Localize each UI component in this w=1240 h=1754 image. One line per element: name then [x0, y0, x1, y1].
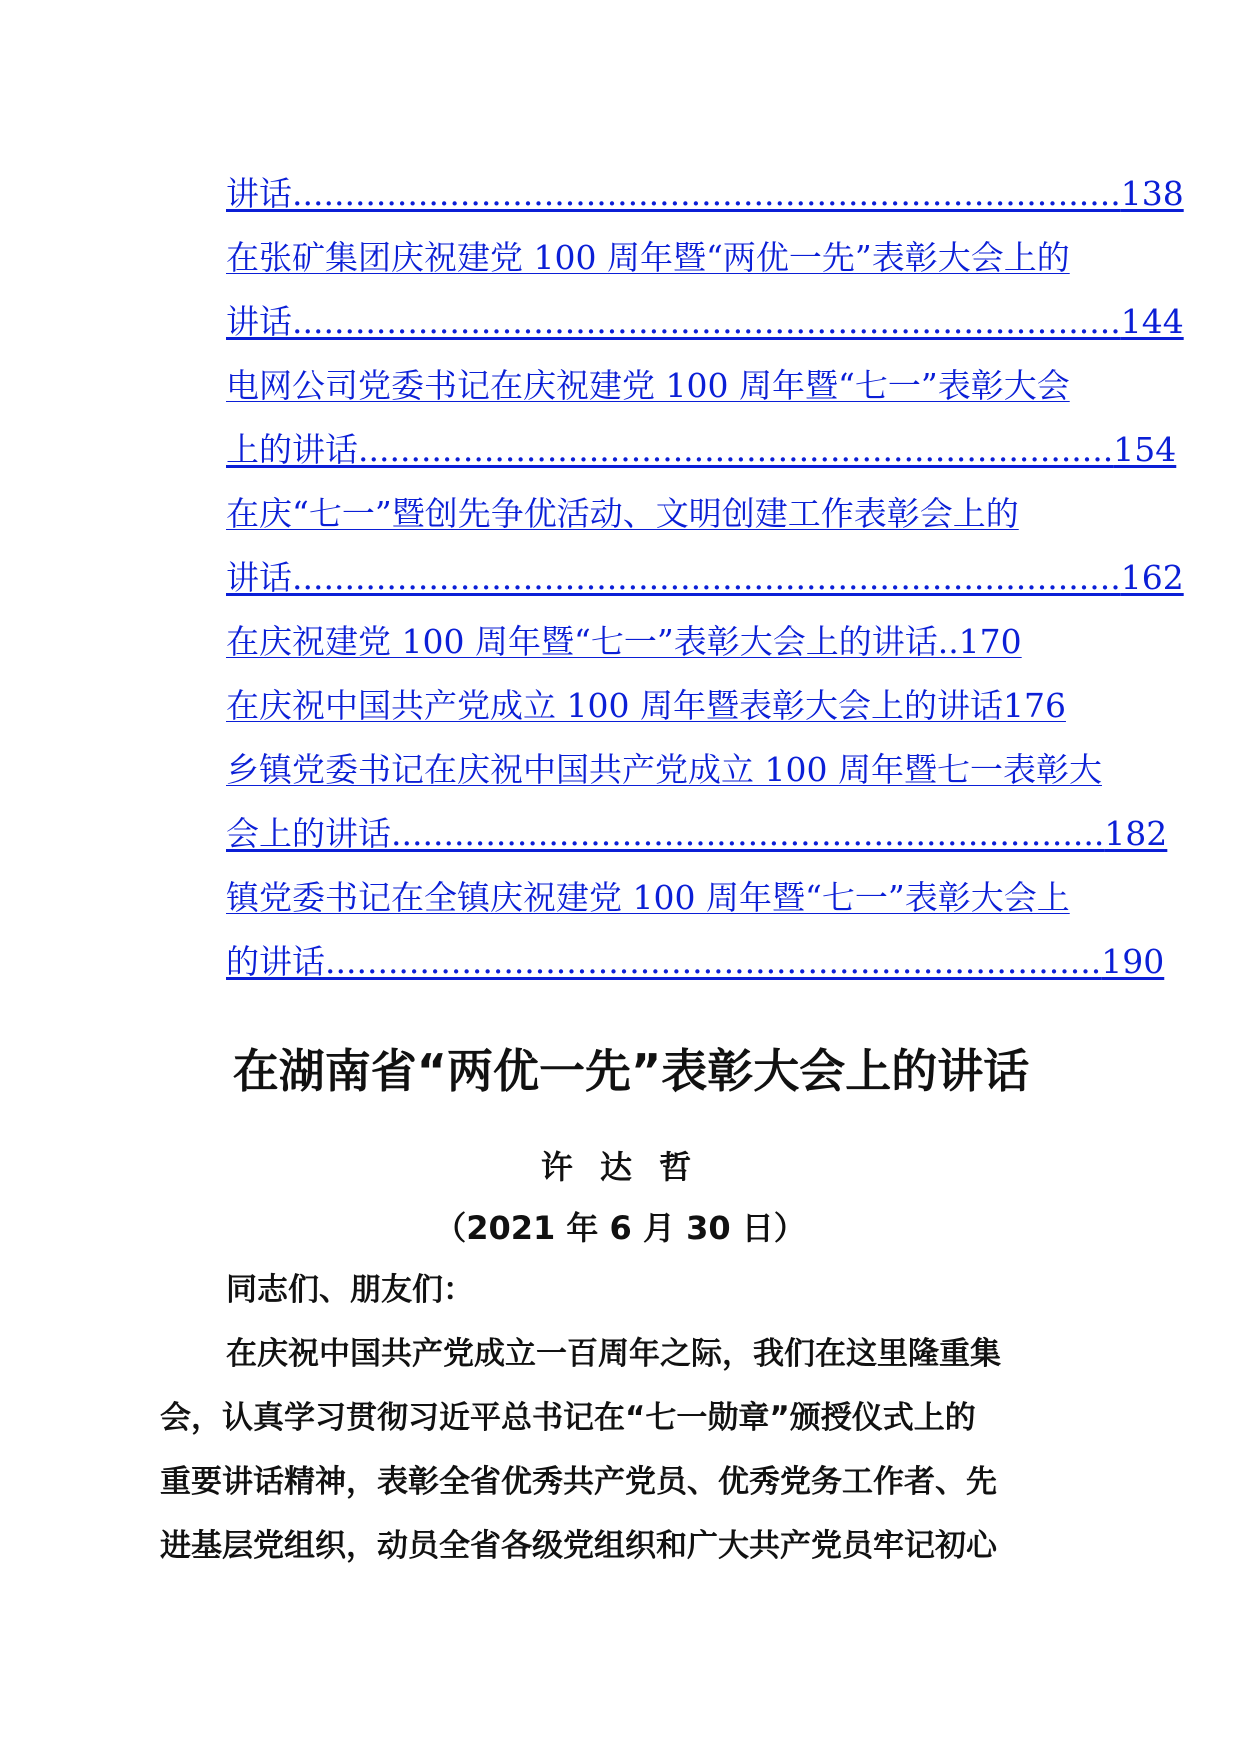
- article-salutation: 同志们、朋友们：: [226, 1272, 474, 1308]
- toc-entry-link[interactable]: [226, 294, 1184, 350]
- toc-entry-title[interactable]: 在庆祝中国共产党成立 100 周年暨表彰大会上的讲话176: [226, 686, 1066, 725]
- toc-entry-link[interactable]: [226, 614, 1088, 670]
- toc-leader-dots: ..........................................................................: [325, 942, 1102, 981]
- toc-entry-link[interactable]: [226, 934, 1165, 990]
- toc-entry-link[interactable]: [226, 166, 1184, 222]
- toc-entry-link[interactable]: [226, 870, 1088, 926]
- toc-entry-title: 讲话: [226, 302, 292, 341]
- body-paragraph-line: 进基层党组织，动员全省各级党组织和广大共产党员牢记初心: [160, 1528, 997, 1564]
- toc-entry-link[interactable]: [226, 742, 1102, 798]
- toc-entry-title[interactable]: 在张矿集团庆祝建党 100 周年暨“两优一先”表彰大会上的: [226, 238, 1070, 277]
- article-title: 在湖南省“两优一先”表彰大会上的讲话: [232, 1044, 1030, 1098]
- toc-entry-title: 上的讲话: [226, 430, 358, 469]
- body-paragraph-line: 在庆祝中国共产党成立一百周年之际，我们在这里隆重集: [226, 1336, 1001, 1372]
- toc-entry-link[interactable]: [226, 422, 1177, 478]
- toc-leader-dots: ...............................................................................: [292, 302, 1121, 341]
- toc-entry-title[interactable]: 在庆祝建党 100 周年暨“七一”表彰大会上的讲话..170: [226, 622, 1022, 661]
- toc-entry-link[interactable]: [226, 230, 1088, 286]
- toc-page-number: 162: [1120, 558, 1184, 597]
- toc-leader-dots: ........................................................................: [358, 430, 1114, 469]
- toc-entry-title: 会上的讲话: [226, 814, 391, 853]
- toc-entry-link[interactable]: [226, 486, 1088, 542]
- toc-leader-dots: ...............................................................................: [292, 174, 1121, 213]
- toc-entry-title: 讲话: [226, 174, 292, 213]
- toc-entry-title[interactable]: 在庆“七一”暨创先争优活动、文明创建工作表彰会上的: [226, 494, 1019, 533]
- toc-page-number: 182: [1104, 814, 1168, 853]
- toc-page-number: 154: [1113, 430, 1177, 469]
- toc-entry-title: 的讲话: [226, 942, 325, 981]
- toc-entry-link[interactable]: [226, 358, 1088, 414]
- toc-entry-title[interactable]: 电网公司党委书记在庆祝建党 100 周年暨“七一”表彰大会: [226, 366, 1070, 405]
- toc-entry-link[interactable]: [226, 678, 1088, 734]
- toc-page-number: 144: [1120, 302, 1184, 341]
- toc-entry-title: 讲话: [226, 558, 292, 597]
- toc-page-number: 190: [1101, 942, 1165, 981]
- toc-leader-dots: ....................................................................: [391, 814, 1105, 853]
- toc-entry-title[interactable]: 镇党委书记在全镇庆祝建党 100 周年暨“七一”表彰大会上: [226, 878, 1070, 917]
- body-paragraph-line: 会，认真学习贯彻习近平总书记在“七一勋章”颁授仪式上的: [160, 1400, 976, 1436]
- toc-page-number: 138: [1120, 174, 1184, 213]
- toc-leader-dots: ...............................................................................: [292, 558, 1121, 597]
- article-author: 许 达 哲: [540, 1148, 700, 1186]
- body-paragraph-line: 重要讲话精神，表彰全省优秀共产党员、优秀党务工作者、先: [160, 1464, 997, 1500]
- toc-entry-title[interactable]: 乡镇党委书记在庆祝中国共产党成立 100 周年暨七一表彰大: [226, 750, 1102, 789]
- toc-entry-link[interactable]: [226, 550, 1184, 606]
- article-date: （2021 年 6 月 30 日）: [434, 1209, 806, 1247]
- toc-entry-link[interactable]: [226, 806, 1168, 862]
